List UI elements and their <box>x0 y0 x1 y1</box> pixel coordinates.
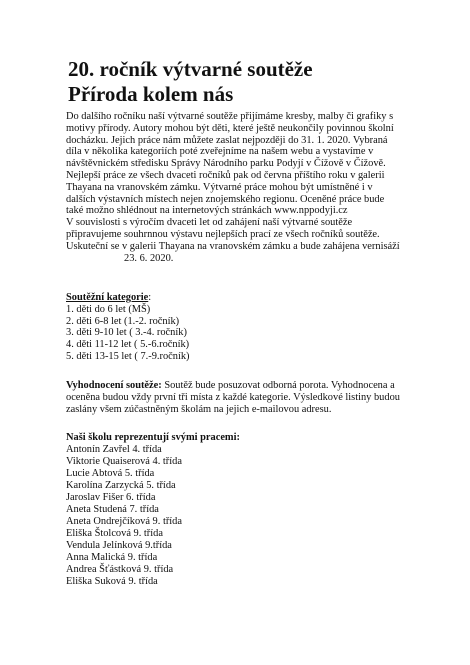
intro-line: Thayana na vranovském zámku. Výtvarné práce mohou být umístněné i v <box>66 181 373 193</box>
evaluation-line: Soutěž bude posuzovat odborná porota. Vyhodnocena a <box>161 380 395 391</box>
intro-line: připravujeme souhrnnou výstavu nejlepších prací ze všech ročníků soutěže. <box>66 228 380 240</box>
intro-line: Do dalšího ročníku naší výtvarné soutěže přijímáme kresby, malby či grafiky s <box>66 111 394 122</box>
intro-line: díla v několika kategoriích poté zveřejníme na našem webu a vystavíme v <box>66 146 374 158</box>
intro-line: návštěvnickém středisku Správy Národního parku Podyjí v Čížově v Čížově. <box>66 158 386 170</box>
pupil-item: Lucie Abtová 5. třída <box>66 467 155 479</box>
intro-line: Nejlepší práce ze všech dvaceti ročníků pak od června příštího roku v galerii <box>66 169 385 181</box>
pupils-section <box>66 432 240 588</box>
intro-paragraph <box>66 111 426 264</box>
pupil-item: Andrea Šťástková 9. třída <box>66 563 174 575</box>
pupil-item: Karolína Zarzycká 5. třída <box>66 479 176 491</box>
intro-line: 23. 6. 2020. <box>124 252 174 264</box>
category-item: 3. děti 9-10 let ( 3.-4. ročník) <box>66 327 187 339</box>
document-title <box>68 57 313 107</box>
pupil-item: Aneta Ondrejčíková 9. třída <box>66 515 182 527</box>
pupil-item: Viktorie Quaiserová 4. třída <box>66 455 182 467</box>
intro-line: docházku. Jejich práce nám můžete zaslat nejpozději do 31. 1. 2020. Vybraná <box>66 134 388 146</box>
categories-heading-text: Soutěžní kategorie <box>66 292 149 303</box>
pupil-item: Jaroslav Fišer 6. třída <box>66 491 156 503</box>
intro-line: také možno shlédnout na internetových stránkách www.nppodyji.cz <box>66 205 348 217</box>
evaluation-section <box>66 380 446 415</box>
intro-line: Uskuteční se v galerii Thayana na vranovském zámku a bude zahájena vernisáží <box>66 240 400 252</box>
category-item: 2. děti 6-8 let (1.-2. ročník) <box>66 315 180 327</box>
pupil-item: Antonín Zavřel 4. třída <box>66 443 162 455</box>
pupil-item: Aneta Studená 7. třída <box>66 503 159 515</box>
evaluation-line: oceněna budou vždy první tři místa z každé kategorie. Výsledkové listiny budou <box>66 391 400 403</box>
intro-line: V souvislosti s výročím dvaceti let od zahájení naší výtvarné soutěže <box>66 217 353 229</box>
pupils-heading: Naši školu reprezentují svými pracemi: <box>66 432 240 443</box>
evaluation-heading: Vyhodnocení soutěže: <box>66 380 162 391</box>
pupil-item: Eliška Suková 9. třída <box>66 575 158 587</box>
pupil-item: Anna Malická 9. třída <box>66 551 158 563</box>
pupil-item: Vendula Jelínková 9.třída <box>66 539 172 551</box>
intro-line: motivy přírody. Autory mohou být děti, které ještě neukončily povinnou školní <box>66 122 394 134</box>
title-line-1: 20. ročník výtvarné soutěže <box>68 57 313 81</box>
pupil-item: Eliška Štolcová 9. třída <box>66 527 163 539</box>
categories-heading <box>66 292 190 304</box>
title-line-2: Příroda kolem nás <box>68 82 234 106</box>
category-item: 4. děti 11-12 let ( 5.-6.ročník) <box>66 339 190 351</box>
category-item: 1. děti do 6 let (MŠ) <box>66 303 151 315</box>
evaluation-line: zaslány všem zúčastněným školám na jejich e-mailovou adresu. <box>66 403 332 415</box>
category-item: 5. děti 13-15 let ( 7.-9.ročník) <box>66 350 190 362</box>
categories-section <box>66 292 190 363</box>
categories-heading-colon: : <box>148 292 152 303</box>
intro-line: dalších výstavních místech nejen znojemského regionu. Oceněné práce bude <box>66 193 385 205</box>
